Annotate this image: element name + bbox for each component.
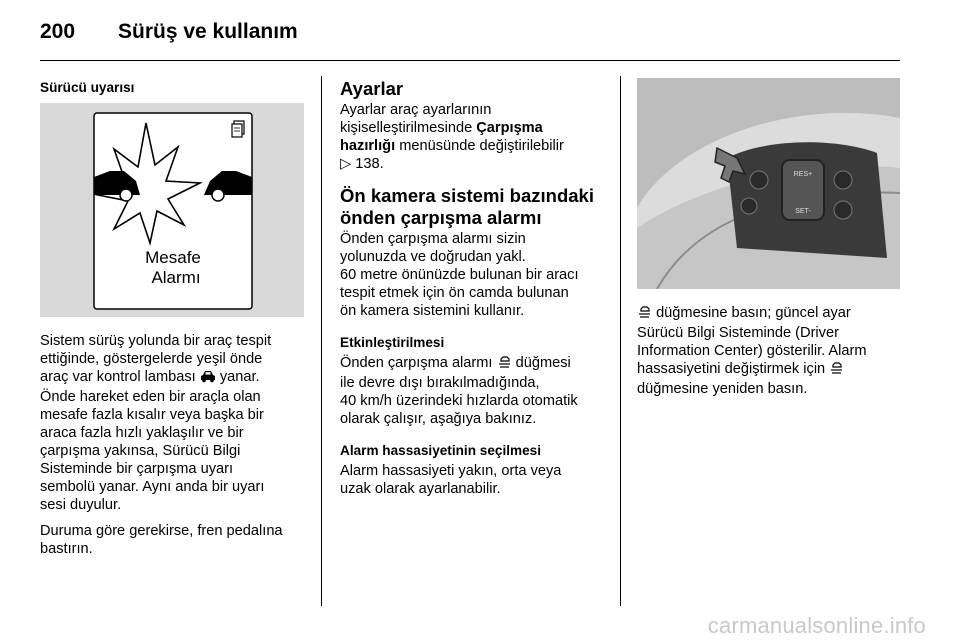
text-line: olarak çalışır, aşağıya bakınız. bbox=[340, 411, 537, 427]
text-line: Duruma göre gerekirse, fren pedalına bbox=[40, 523, 283, 539]
cancel-button bbox=[834, 201, 852, 219]
switch-label-res: RES+ bbox=[793, 171, 813, 178]
cruise-button bbox=[741, 198, 757, 214]
text-line: Önden çarpışma alarmı bbox=[340, 355, 493, 371]
watermark: carmanualsonline.info bbox=[707, 613, 926, 638]
menu-reference: hazırlığı bbox=[340, 138, 396, 154]
collision-warning-illustration bbox=[40, 103, 304, 317]
figure-label-line2: Alarmı bbox=[151, 268, 201, 287]
text-line: sembolü yanar. Aynı anda bir uyarı bbox=[40, 479, 265, 495]
text-line: düğmesine yeniden basın. bbox=[637, 381, 808, 397]
text-line: Alarm hassasiyeti yakın, orta veya bbox=[340, 463, 562, 479]
paragraph-camera-description bbox=[340, 230, 614, 320]
column-divider-2 bbox=[620, 76, 621, 606]
text-line: Sisteminde bir çarpışma uyarı bbox=[40, 461, 234, 477]
text-line: mesafe fazla kısalır veya başka bir bbox=[40, 407, 264, 423]
text-line: çarpışma yakınsa, Sürücü Bilgi bbox=[40, 443, 241, 459]
page-title: Sürüş ve kullanım bbox=[118, 20, 298, 43]
distance-alarm-figure bbox=[40, 103, 304, 317]
text-line: 60 metre önünüzde bulunan bir aracı bbox=[340, 267, 579, 283]
text-line: yanar. bbox=[219, 369, 260, 385]
text-line: düğmesi bbox=[515, 355, 571, 371]
text-line: menüsünde değiştirilebilir bbox=[399, 138, 564, 154]
page-reference-arrow-icon: ▷ bbox=[340, 156, 352, 172]
subheading-activation: Etkinleştirilmesi bbox=[340, 335, 445, 350]
middle-column bbox=[340, 78, 614, 506]
heading-front-camera bbox=[340, 185, 614, 229]
text-line: hassasiyetini değiştirmek için bbox=[637, 361, 826, 377]
text-line: Önden çarpışma alarmı sizin bbox=[340, 231, 526, 247]
text-line: sesi duyulur. bbox=[40, 497, 122, 513]
paragraph-system-description bbox=[40, 332, 312, 514]
text-line: Sistem sürüş yolunda bir araç tespit bbox=[40, 333, 272, 349]
right-column bbox=[637, 304, 900, 406]
paragraph-settings bbox=[340, 101, 614, 173]
text-line: kişiselleştirilmesinde bbox=[340, 120, 473, 136]
collision-alert-button bbox=[750, 171, 768, 189]
page-number: 200 bbox=[40, 20, 76, 43]
heading-settings: Ayarlar bbox=[340, 78, 404, 99]
text-line: tespit etmek için ön camda bulunan bbox=[340, 285, 569, 301]
text-line: Önde hareket eden bir araçla olan bbox=[40, 389, 261, 405]
limiter-button bbox=[834, 171, 852, 189]
text-line: Sürücü Bilgi Sisteminde (Driver bbox=[637, 325, 839, 341]
paragraph-sensitivity bbox=[340, 462, 614, 498]
text-line: düğmesine basın; güncel ayar bbox=[656, 305, 851, 321]
paragraph-brake-advice bbox=[40, 522, 312, 558]
section-title: Sürücü uyarısı bbox=[40, 80, 135, 95]
text-line: Ayarlar araç ayarlarının bbox=[340, 102, 492, 118]
column-divider-1 bbox=[321, 76, 322, 606]
steering-wheel-figure bbox=[637, 78, 900, 289]
heading-line: Ön kamera sistemi bazındaki bbox=[340, 185, 594, 206]
figure-label-line1: Mesafe bbox=[145, 248, 201, 267]
text-line: araç var kontrol lambası bbox=[40, 369, 196, 385]
collision-alert-button-icon bbox=[497, 356, 512, 374]
collision-alert-button-icon bbox=[637, 306, 652, 324]
text-line: Information Center) gösterilir. Alarm bbox=[637, 343, 867, 359]
text-line: ile devre dışı bırakılmadığında, bbox=[340, 375, 540, 391]
text-line: yolunuzda ve doğrudan yakl. bbox=[340, 249, 526, 265]
paragraph-sensitivity-change bbox=[637, 304, 900, 398]
text-line: araca fazla hızlı yaklaşılır ve bir bbox=[40, 425, 244, 441]
header-divider bbox=[40, 60, 900, 61]
subheading-sensitivity: Alarm hassasiyetinin seçilmesi bbox=[340, 443, 541, 458]
paragraph-activation bbox=[340, 354, 614, 428]
text-line: 40 km/h üzerindeki hızlarda otomatik bbox=[340, 393, 578, 409]
switch-label-set: SET- bbox=[795, 208, 811, 215]
left-column-body bbox=[40, 332, 312, 566]
heading-line: önden çarpışma alarmı bbox=[340, 207, 542, 228]
left-column bbox=[40, 79, 312, 99]
manual-icon bbox=[232, 121, 244, 137]
page-reference[interactable]: 138. bbox=[355, 156, 384, 172]
steering-wheel-illustration bbox=[637, 78, 900, 289]
text-line: ettiğinde, göstergelerde yeşil önde bbox=[40, 351, 263, 367]
text-line: bastırın. bbox=[40, 541, 93, 557]
text-line: ön kamera sistemini kullanır. bbox=[340, 303, 525, 319]
menu-reference: Çarpışma bbox=[476, 120, 543, 136]
vehicle-ahead-icon bbox=[200, 370, 216, 388]
collision-alert-button-icon bbox=[829, 362, 844, 380]
text-line: uzak olarak ayarlanabilir. bbox=[340, 481, 501, 497]
